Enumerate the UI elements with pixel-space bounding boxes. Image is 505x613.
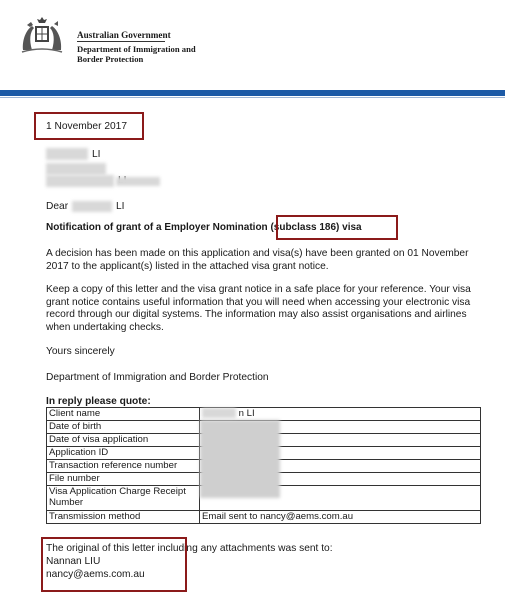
footer-sent-to: The original of this letter including any attachments was sent to: [46,543,333,554]
salutation-suffix: LI [116,201,125,212]
table-cell-label: Transaction reference number [47,460,200,473]
closing: Yours sincerely [46,346,115,357]
paragraph-decision: A decision has been made on this application and visa(s) have been granted on 01 November 2017 to the applicant(s) listed in the attached visa grant notice. [46,248,469,272]
table-cell-label: Visa Application Charge Receipt Number [47,486,200,511]
client-name-value: n LI [238,408,255,419]
annotation-box-recipient [41,537,187,592]
letter-subject: Notification of grant of a Employer Nomination (subclass 186) visa [46,222,362,233]
recipient-name-redacted [46,148,88,160]
government-name: Australian Government [77,30,171,40]
footer-name: Nannan LIU [46,556,101,567]
table-cell-label: Date of birth [47,421,200,434]
annotation-box-subclass [276,215,398,240]
salutation: Dear [46,201,69,212]
client-name-redacted [202,408,236,418]
header-accent-line [0,97,505,98]
table-row [47,511,481,524]
address-line-redacted-3 [116,177,160,186]
table-cell-label: Date of visa application [47,434,200,447]
footer-email: nancy@aems.com.au [46,569,145,580]
table-cell-label: Transmission method [47,511,200,524]
table-cell-value: Email sent to nancy@aems.com.au [200,511,481,524]
letter-date: 1 November 2017 [46,121,127,132]
table-cell-label: File number [47,473,200,486]
salutation-name-redacted [72,201,112,212]
quote-heading: In reply please quote: [46,396,151,407]
coat-of-arms-icon [18,16,66,56]
table-cell-label: Application ID [47,447,200,460]
recipient-name-suffix: LI [92,149,101,160]
header-accent-bar [0,90,505,96]
signature: Department of Immigration and Border Protection [46,372,269,383]
department-name: Department of Immigration and Border Protection [77,44,196,64]
address-line-redacted-2 [46,175,114,187]
table-row [47,408,481,421]
address-line-redacted [46,163,106,175]
header-divider [77,41,165,42]
personal-details-redacted [200,420,280,498]
table-cell-label: Client name [47,408,200,421]
paragraph-keep-copy: Keep a copy of this letter and the visa grant notice in a safe place for your reference. Your visa grant notice contains useful information that you will need when accessing your electronic visa record through our digital systems. The information may also assist organisations and airlines when undertaking checks. [46,284,471,333]
table-cell-value [200,408,481,421]
